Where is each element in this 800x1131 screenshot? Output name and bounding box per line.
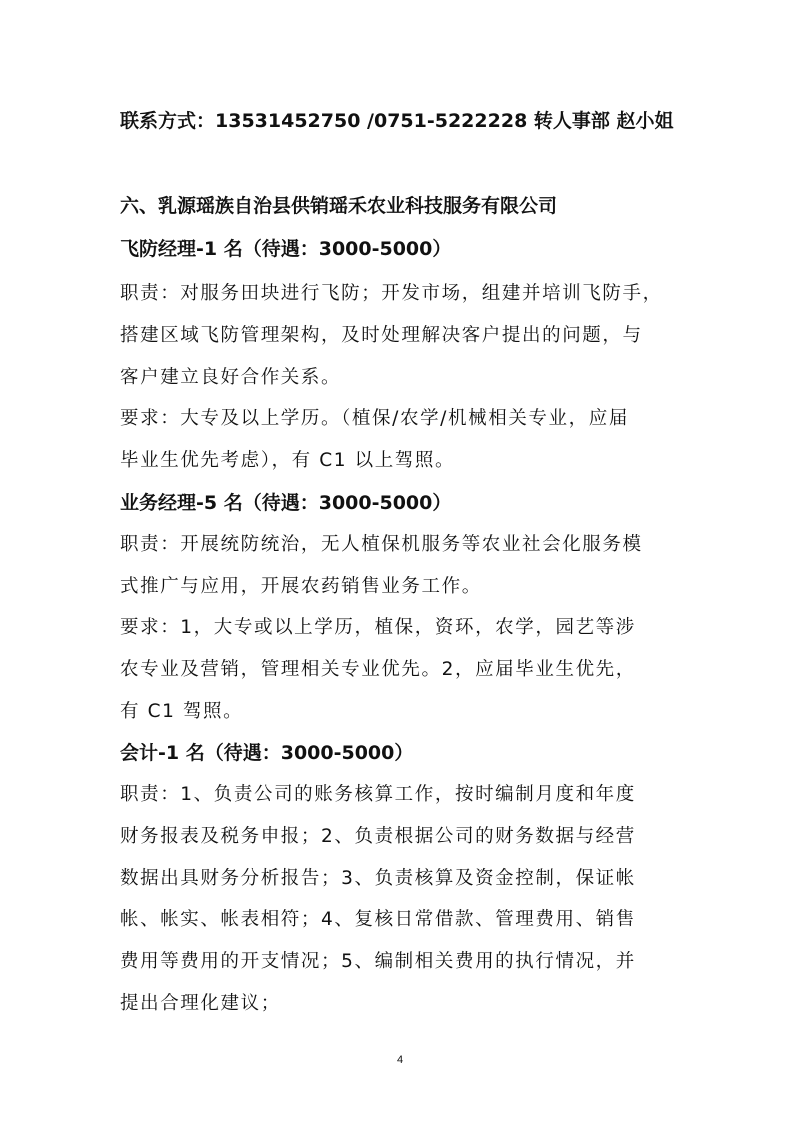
paragraph-line: 有 C1 驾照。: [120, 701, 244, 722]
paragraph-line: 毕业生优先考虑），有 C1 以上驾照。: [120, 450, 456, 471]
paragraph-line: 数据出具财务分析报告；3、负责核算及资金控制，保证帐: [120, 868, 636, 889]
paragraph-line: 职责：1、负责公司的账务核算工作，按时编制月度和年度: [120, 784, 636, 805]
paragraph-line: 财务报表及税务申报；2、负责根据公司的财务数据与经营: [120, 826, 636, 847]
paragraph-line: 提出合理化建议；: [120, 993, 281, 1014]
paragraph-line: 要求：1，大专或以上学历，植保，资环，农学，园艺等涉: [120, 617, 636, 638]
paragraph-line: 职责：对服务田块进行飞防；开发市场，组建并培训飞防手，: [120, 283, 663, 304]
page-number: 4: [396, 1054, 404, 1066]
paragraph-line: 式推广与应用，开展农药销售业务工作。: [120, 576, 482, 597]
position-heading-business-manager: 业务经理-5 名（待遇：3000-5000）: [120, 492, 452, 514]
company-title: 六、乳源瑶族自治县供销瑶禾农业科技服务有限公司: [120, 195, 558, 217]
position-heading-accountant: 会计-1 名（待遇：3000-5000）: [120, 742, 414, 764]
contact-info: 联系方式：13531452750 /0751-5222228 转人事部 赵小姐: [120, 110, 674, 132]
paragraph-line: 客户建立良好合作关系。: [120, 367, 342, 388]
position-heading-flight-manager: 飞防经理-1 名（待遇：3000-5000）: [120, 238, 452, 260]
paragraph-line: 搭建区域飞防管理架构，及时处理解决客户提出的问题，与: [120, 325, 643, 346]
paragraph-line: 费用等费用的开支情况；5、编制相关费用的执行情况，并: [120, 951, 636, 972]
paragraph-line: 帐、帐实、帐表相符；4、复核日常借款、管理费用、销售: [120, 909, 636, 930]
paragraph-line: 职责：开展统防统治，无人植保机服务等农业社会化服务模: [120, 534, 643, 555]
paragraph-line: 要求：大专及以上学历。（植保/农学/机械相关专业，应届: [120, 408, 629, 429]
paragraph-line: 农专业及营销，管理相关专业优先。2，应届毕业生优先，: [120, 659, 636, 680]
